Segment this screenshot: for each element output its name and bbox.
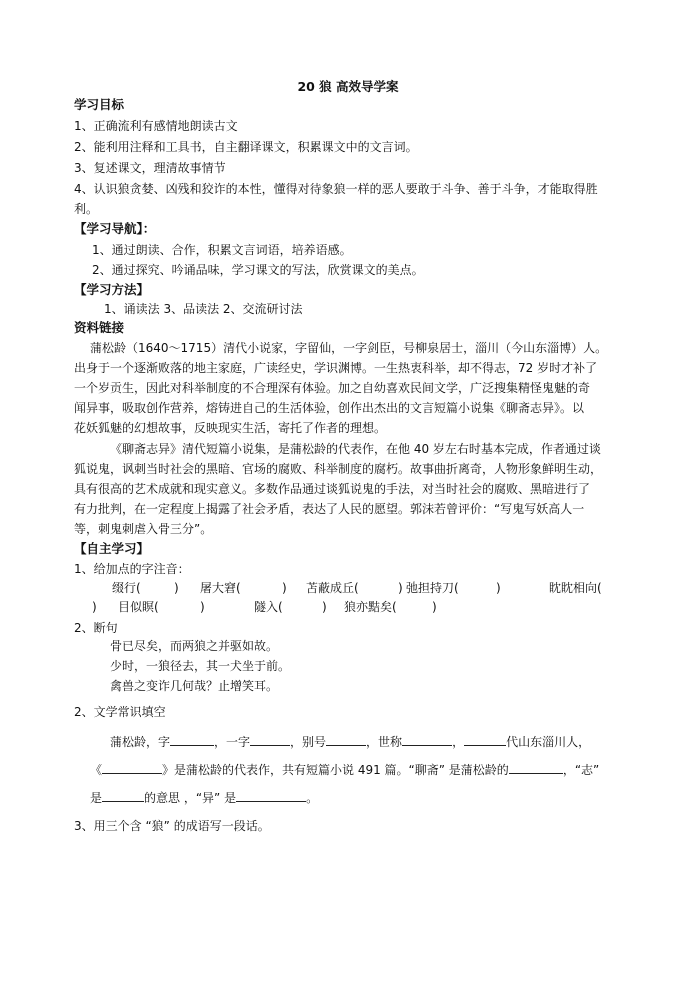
question-3: 2、文学常识填空 — [74, 705, 166, 719]
background-line: 闻异事，吸取创作营养，熔铸进自己的生活体验，创作出杰出的文言短篇小说集《聊斋志异》。以 — [74, 401, 585, 415]
pinyin-item: ) — [322, 600, 327, 614]
fill-blank-zhi[interactable] — [102, 788, 144, 802]
fill-blank-liaozhai[interactable] — [509, 760, 563, 774]
background-line: 有力批判，在一定程度上揭露了社会矛盾，表达了人民的愿望。郭沫若曾评价：“写鬼写妖高人一 — [74, 502, 585, 516]
question-1: 1、给加点的字注音： — [74, 562, 190, 576]
pinyin-item: 目似瞑( — [118, 600, 159, 614]
pinyin-item: 缀行( — [112, 581, 141, 595]
sentence: 骨已尽矣，而两狼之并驱如故。 — [110, 639, 279, 653]
pinyin-item: ) — [496, 581, 501, 595]
pinyin-item: 隧入( — [254, 600, 283, 614]
pinyin-item: ) — [200, 600, 205, 614]
fill-line-1: 蒲松龄，字 ，一字 ，别号 ，世称 ， 代山东淄川人， — [110, 732, 590, 750]
goal-item: 2、能利用注释和工具书，自主翻译课文，积累课文中的文言词。 — [74, 140, 418, 154]
method-heading: 【学习方法】 — [74, 282, 150, 297]
background-line: 等，刺鬼刺虐入骨三分”。 — [74, 522, 213, 536]
self-study-heading: 【自主学习】 — [74, 541, 150, 556]
pinyin-item: ) — [92, 600, 97, 614]
goal-item: 3、复述课文，理清故事情节 — [74, 161, 226, 175]
background-line: 一个岁贡生，因此对科举制度的不合理深有体验。加之自幼喜欢民间文学，广泛搜集精怪鬼魅的奇 — [74, 381, 591, 395]
pinyin-item: 苫蔽成丘( — [306, 581, 359, 595]
method-text: 1、诵读法 3、品读法 2、交流研讨法 — [104, 302, 303, 316]
fill-line-3: 是 的意思 ，“异” 是 。 — [90, 788, 318, 806]
sentence: 禽兽之变诈几何哉？止增笑耳。 — [110, 679, 279, 693]
fill-blank-yizi[interactable] — [250, 732, 290, 746]
question-2: 2、断句 — [74, 621, 118, 635]
pinyin-item: ) — [174, 581, 179, 595]
pinyin-item: 屠大窘( — [200, 581, 241, 595]
fill-blank-book[interactable] — [102, 760, 162, 774]
pinyin-item: 眈眈相向( — [549, 581, 602, 595]
pinyin-item: ) — [398, 581, 403, 595]
fill-blank-chaodai[interactable] — [464, 732, 506, 746]
goal-item: 4、认识狼贪婪、凶残和狡诈的本性，懂得对待象狼一样的恶人要敢于斗争、善于斗争，才能取得胜 — [74, 182, 598, 196]
pinyin-item: 狼亦黠矣( — [344, 600, 397, 614]
pinyin-item: ) — [282, 581, 287, 595]
background-line: 出身于一个逐渐败落的地主家庭，广读经史，学识渊博。一生热衷科举，却不得志，72 岁时才补了 — [74, 361, 598, 375]
goal-item: 1、正确流利有感情地朗读古文 — [74, 119, 238, 133]
background-line: 花妖狐魅的幻想故事，反映现实生活，寄托了作者的理想。 — [74, 421, 387, 435]
fill-blank-zi[interactable] — [170, 732, 214, 746]
background-heading: 资料链接 — [74, 320, 125, 335]
fill-blank-shicheng[interactable] — [402, 732, 452, 746]
goal-item: 利。 — [74, 202, 99, 216]
guide-item: 1、通过朗读、合作，积累文言词语，培养语感。 — [92, 243, 352, 257]
document-title: 20 狼 高效导学案 — [297, 79, 399, 94]
pinyin-item: ) — [432, 600, 437, 614]
background-line: 《聊斋志异》清代短篇小说集，是蒲松龄的代表作，在他 40 岁左右时基本完成，作者通过谈 — [110, 442, 601, 456]
pinyin-item: 弛担持刀( — [406, 581, 459, 595]
background-line: 蒲松龄（1640～1715）清代小说家，字留仙，一字剑臣，号柳泉居士，淄川（今山东淄博）人。 — [90, 341, 608, 355]
background-line: 具有很高的艺术成就和现实意义。多数作品通过谈狐说鬼的手法，对当时社会的腐败、黑暗进行了 — [74, 482, 591, 496]
goals-heading: 学习目标 — [74, 97, 125, 112]
guide-heading: 【学习导航】： — [74, 221, 156, 236]
guide-item: 2、通过探究、吟诵品味，学习课文的写法，欣赏课文的美点。 — [92, 263, 424, 277]
fill-line-2: 《 》是蒲松龄的代表作，共有短篇小说 491 篇。“聊斋” 是蒲松龄的 ，“志” — [90, 760, 599, 778]
background-line: 狐说鬼，讽刺当时社会的黑暗、官场的腐败、科举制度的腐朽。故事曲折离奇，人物形象鲜明生动， — [74, 462, 603, 476]
sentence: 少时，一狼径去，其一犬坐于前。 — [110, 659, 291, 673]
fill-blank-yi[interactable] — [236, 788, 306, 802]
question-4: 3、用三个含 “狼” 的成语写一段话。 — [74, 819, 270, 833]
fill-blank-biehao[interactable] — [326, 732, 366, 746]
